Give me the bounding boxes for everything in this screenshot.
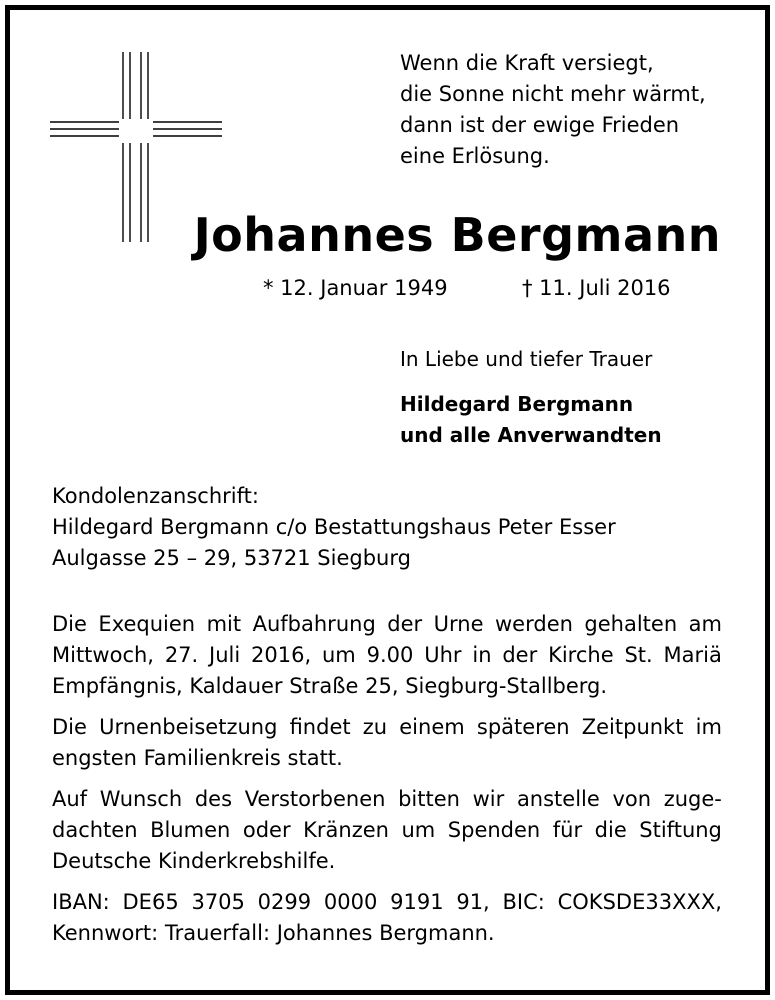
poem-line: Wenn die Kraft versiegt,: [400, 51, 654, 75]
address-line: Hildegard Bergmann c/o Bestattungshaus Peter Esser: [52, 515, 616, 539]
mourners: [400, 389, 662, 451]
poem-line: die Sonne nicht mehr wärmt,: [400, 82, 706, 106]
address-line: Aulgasse 25 – 29, 53721 Siegburg: [52, 546, 411, 570]
notice-body: [52, 609, 722, 959]
mourner-line: Hildegard Bergmann: [400, 392, 634, 416]
paragraph-line: Auf Wunsch des Verstorbenen bitten wir anstelle von zuge-: [52, 787, 722, 811]
paragraph-line: Kennwort: Trauerfall: Johannes Bergmann.: [52, 921, 495, 945]
paragraph-line: engsten Familienkreis statt.: [52, 746, 343, 770]
deceased-name: Johannes Bergmann: [193, 208, 721, 262]
mourner-line: und alle Anverwandten: [400, 423, 662, 447]
poem-line: eine Erlösung.: [400, 144, 550, 168]
burial-paragraph: [52, 712, 722, 774]
poem-line: dann ist der ewige Frieden: [400, 113, 680, 137]
paragraph-line: Deutsche Kinderkrebshilfe.: [52, 849, 336, 873]
bank-paragraph: [52, 887, 722, 949]
condolence-label: Kondolenzanschrift:: [52, 484, 259, 508]
paragraph-line: Empfängnis, Kaldauer Straße 25, Siegburg-Stallberg.: [52, 674, 608, 698]
donation-paragraph: [52, 784, 722, 877]
poem: [400, 48, 706, 172]
death-date: † 11. Juli 2016: [522, 276, 671, 300]
mourning-intro: In Liebe und tiefer Trauer: [400, 347, 653, 371]
paragraph-line: Die Exequien mit Aufbahrung der Urne werden gehalten am: [52, 612, 722, 636]
paragraph-line: dachten Blumen oder Kränzen um Spenden für die Stiftung: [52, 818, 722, 842]
paragraph-line: Mittwoch, 27. Juli 2016, um 9.00 Uhr in der Kirche St. Mariä: [52, 643, 722, 667]
paragraph-line: Die Urnenbeisetzung findet zu einem späteren Zeitpunkt im: [52, 715, 722, 739]
birth-date: * 12. Januar 1949: [263, 276, 448, 300]
exequies-paragraph: [52, 609, 722, 702]
condolence-address: [52, 481, 616, 574]
paragraph-line: IBAN: DE65 3705 0299 0000 9191 91, BIC: COKSDE33XXX,: [52, 890, 722, 914]
